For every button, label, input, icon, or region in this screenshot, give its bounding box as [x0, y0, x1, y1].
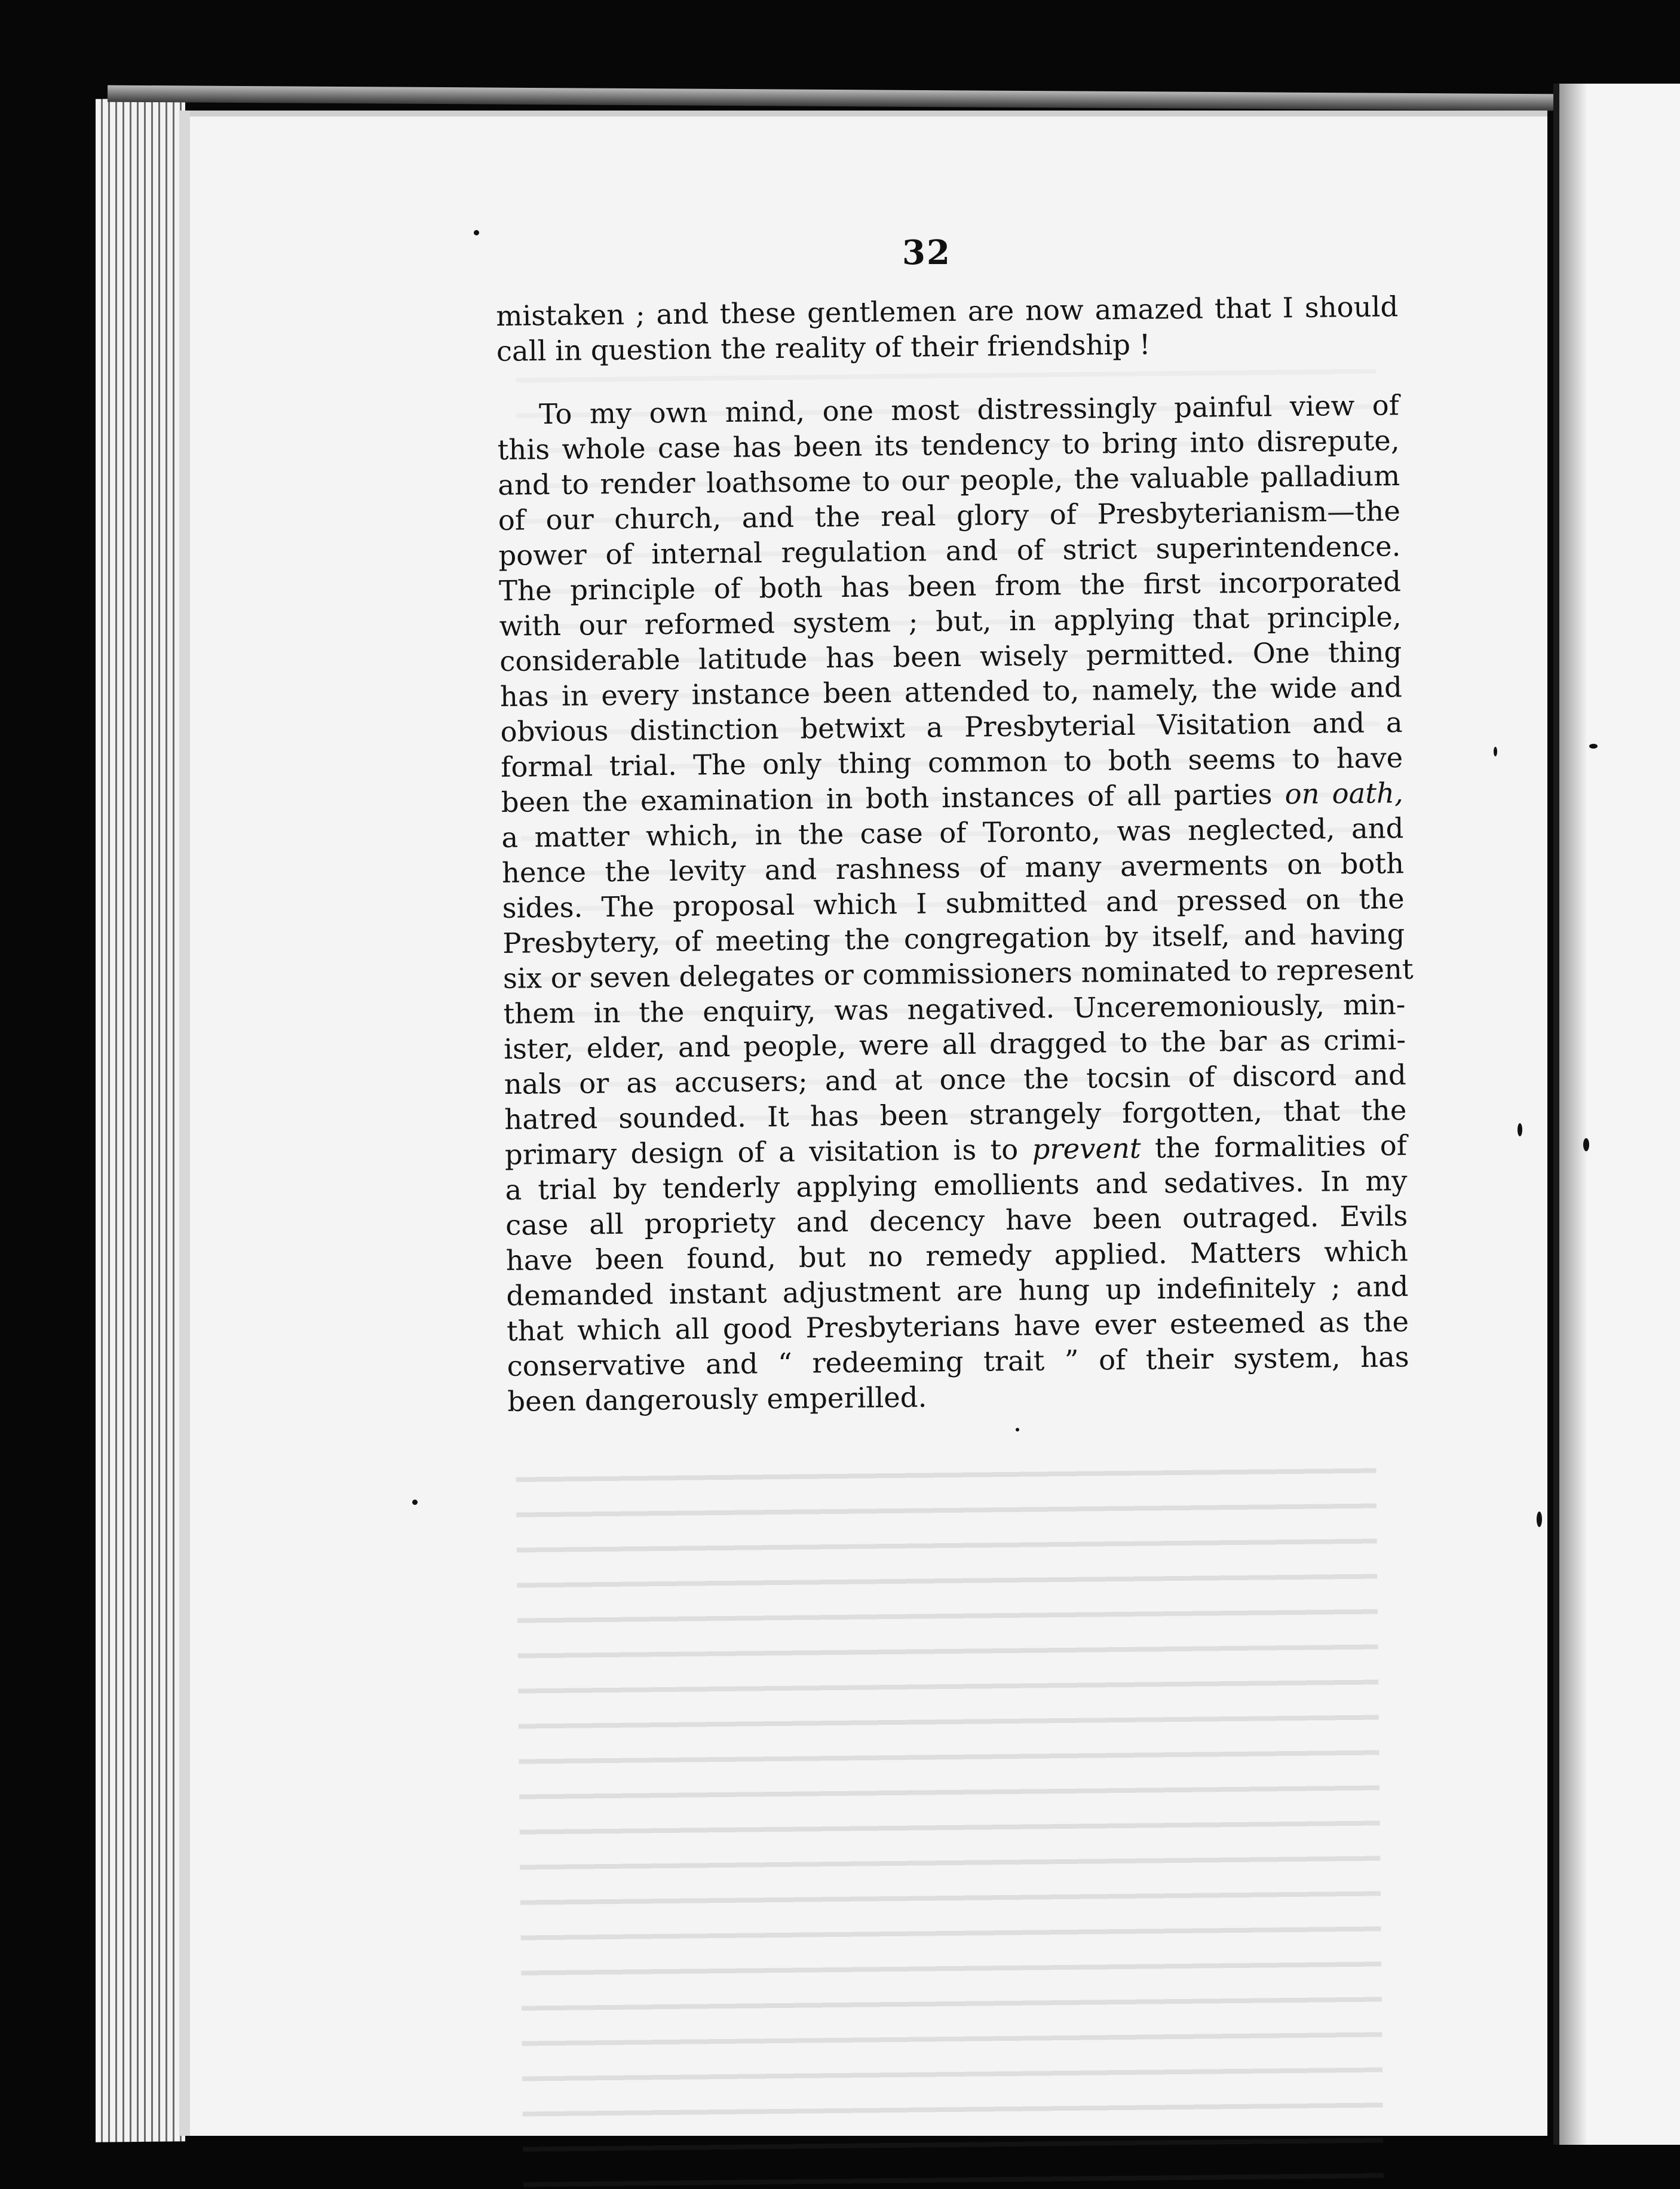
- scan-speck: [1589, 744, 1598, 749]
- text-line: conservative and “ redeeming trait ” of their system, has: [507, 1341, 1409, 1382]
- text-line: hence the levity and rashness of many averments on both: [501, 847, 1405, 889]
- facing-page-edge: [1553, 84, 1680, 2145]
- text-line: six or seven delegates or commissioners nominated to represent: [502, 952, 1414, 995]
- scan-speck: [474, 230, 479, 235]
- text-line: this whole case has been its tendency to bring into disrepute,: [497, 424, 1400, 466]
- text-line: obvious distinction betwixt a Presbyterial Visitation and a: [500, 706, 1403, 748]
- text-line: a trial by tenderly applying emollients and sedatives. In my: [505, 1164, 1408, 1206]
- text-segment: the formalities of: [1141, 1129, 1408, 1164]
- text-line: To my own mind, one most distressingly painful view of: [538, 389, 1400, 431]
- text-line: nals or as accusers; and at once the tocsin of discord and: [504, 1059, 1406, 1100]
- text-line: with our reformed system ; but, in applying that principle,: [499, 600, 1402, 642]
- scan-speck: [412, 1500, 418, 1505]
- text-line: has in every instance been attended to, namely, the wide and: [499, 671, 1403, 713]
- text-line: The principle of both has been from the first incorporated: [498, 565, 1402, 607]
- text-line: of our church, and the real glory of Presbyterianism—the: [498, 495, 1401, 536]
- text-line: formal trial. The only thing common to both seems to have: [500, 741, 1403, 783]
- text-line: and to render loathsome to our people, the valuable palladium: [497, 459, 1400, 501]
- scan-speck: [1583, 1138, 1589, 1151]
- text-line: a matter which, in the case of Toronto, was neglected, and: [501, 812, 1404, 854]
- text-line: Presbytery, of meeting the congregation by itself, and having: [502, 918, 1405, 959]
- scan-speck: [1537, 1512, 1542, 1527]
- stacked-page-edges: [96, 98, 185, 2142]
- text-line: demanded instant adjustment are hung up indefinitely ; and: [506, 1270, 1409, 1312]
- text-line: case all propriety and decency have been outraged. Evils: [505, 1200, 1408, 1241]
- text-segment: primary design of a visitation is to: [504, 1133, 1032, 1171]
- text-line: call in question the reality of their friendship !: [496, 328, 1151, 367]
- text-line: that which all good Presbyterians have ever esteemed as the: [506, 1305, 1409, 1347]
- body-text: [496, 289, 1414, 1420]
- text-line: sides. The proposal which I submitted and pressed on the: [502, 882, 1405, 924]
- scan-speck: [1494, 747, 1497, 756]
- gutter-shadow: [1559, 84, 1587, 2145]
- book-top-edge: [108, 85, 1553, 111]
- text-line: have been found, but no remedy applied. Matters which: [505, 1235, 1409, 1277]
- text-segment: been the examination in both instances of all parties: [501, 778, 1285, 818]
- italic-prevent: prevent: [1032, 1132, 1141, 1166]
- page-number: 32: [902, 233, 951, 272]
- bleed-through-text-lower: [516, 1441, 1384, 2189]
- text-line: considerable latitude has been wisely permitted. One thing: [499, 636, 1402, 677]
- scan-speck: [1016, 1428, 1019, 1431]
- text-line: hatred sounded. It has been strangely forgotten, that the: [504, 1094, 1407, 1136]
- text-line: mistaken ; and these gentlemen are now amazed that I should: [496, 290, 1399, 332]
- scan-speck: [1517, 1123, 1522, 1136]
- text-line: them in the enquiry, was negatived. Unceremoniously, min-: [503, 988, 1406, 1030]
- text-line: power of internal regulation and of strict superintendence.: [498, 530, 1401, 572]
- text-line: ister, elder, and people, were all dragged to the bar as crimi-: [503, 1023, 1406, 1065]
- italic-on-oath: on oath,: [1284, 777, 1404, 811]
- text-line: been dangerously emperilled.: [507, 1381, 927, 1418]
